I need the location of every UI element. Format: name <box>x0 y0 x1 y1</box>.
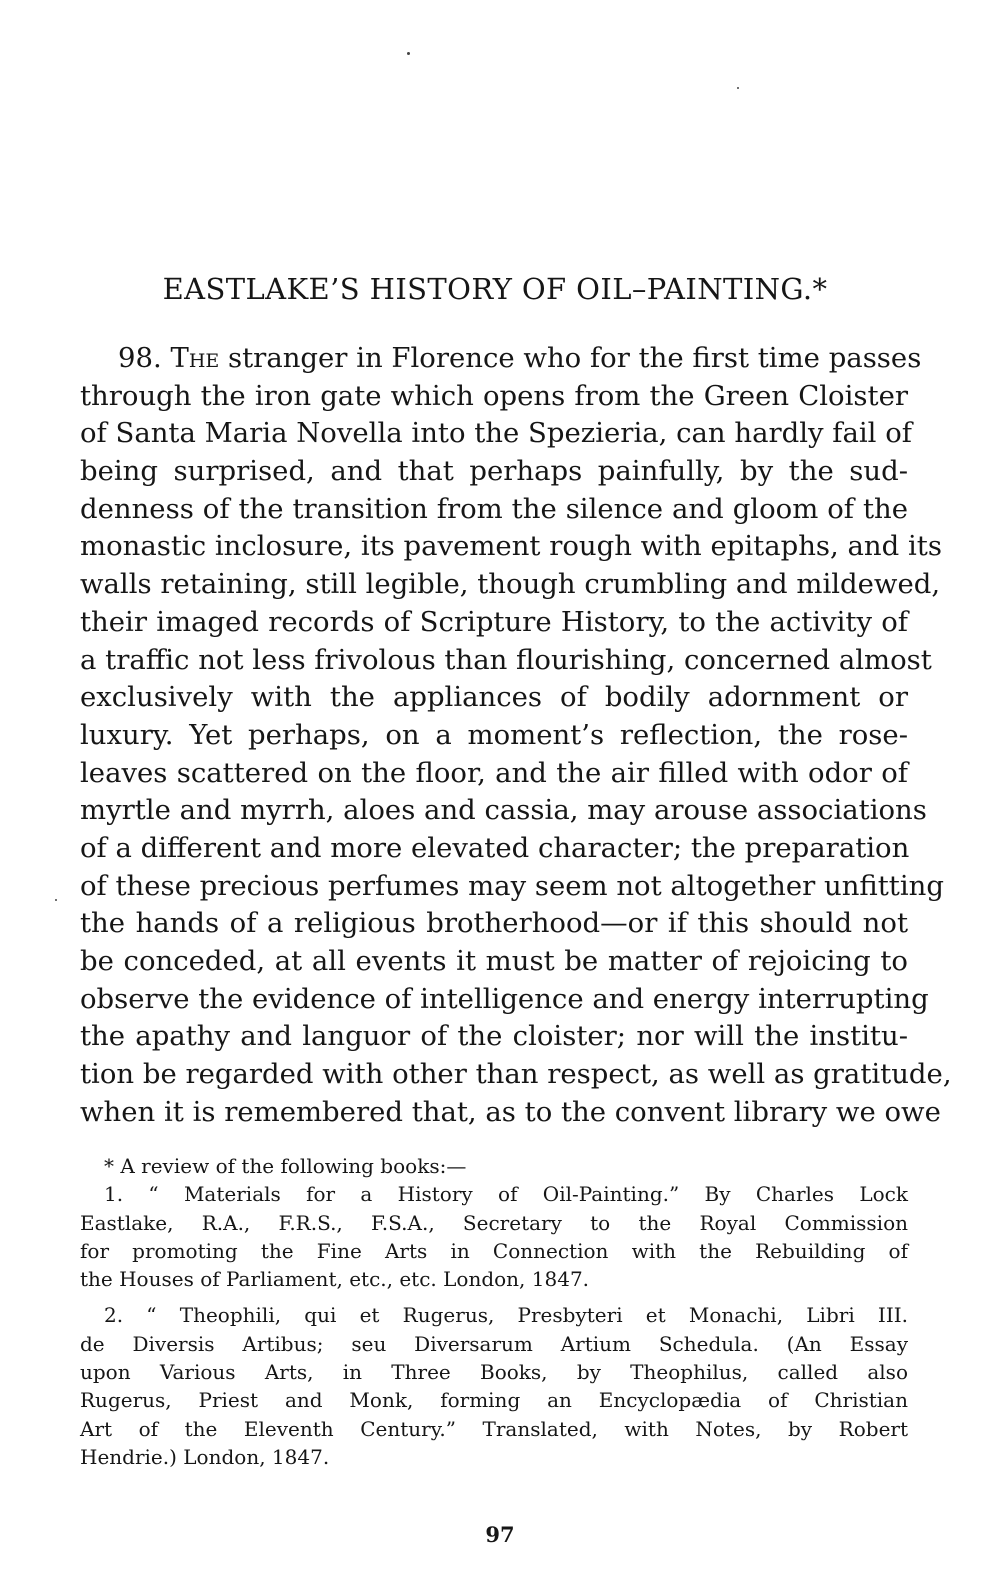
footnote-line: for promoting the Fine Arts in Connection with the Rebuilding of <box>80 1238 908 1263</box>
paragraph-line: luxury. Yet perhaps, on a moment’s reflection, the rose- <box>80 718 908 751</box>
footnote-line: 1. “ Materials for a History of Oil-Painting.” By Charles Lock <box>104 1182 908 1207</box>
paragraph-line: myrtle and myrrh, aloes and cassia, may arouse associations <box>80 794 927 827</box>
lead-word: The <box>170 342 220 374</box>
footnote-line: de Diversis Artibus; seu Diversarum Artium Schedula. (An Essay <box>80 1331 908 1356</box>
paragraph-line: the apathy and languor of the cloister; nor will the institu- <box>80 1020 908 1053</box>
paragraph-line: when it is remembered that, as to the convent library we owe <box>80 1095 941 1128</box>
scan-speck <box>407 52 410 55</box>
paragraph-line: of a different and more elevated character; the preparation <box>80 831 910 864</box>
footnote-line: Rugerus, Priest and Monk, forming an Encyclopædia of Christian <box>80 1388 908 1413</box>
footnote-line: Hendrie.) London, 1847. <box>80 1444 330 1469</box>
footnote-line: upon Various Arts, in Three Books, by Theophilus, called also <box>80 1360 908 1385</box>
paragraph-line: a traffic not less frivolous than flourishing, concerned almost <box>80 643 932 676</box>
paragraph-line: tion be regarded with other than respect, as well as gratitude, <box>80 1058 952 1091</box>
footnote-line: Art of the Eleventh Century.” Translated, with Notes, by Robert <box>80 1416 908 1441</box>
scan-speck <box>737 87 739 89</box>
paragraph-line: the hands of a religious brotherhood—or if this should not <box>80 907 908 940</box>
paragraph-line: being surprised, and that perhaps painfully, by the sud- <box>80 455 908 488</box>
paragraph-line: exclusively with the appliances of bodily adornment or <box>80 681 908 714</box>
paragraph-line: through the iron gate which opens from the Green Cloister <box>80 379 908 412</box>
paragraph-line: denness of the transition from the silence and gloom of the <box>80 492 908 525</box>
paragraph-line: be conceded, at all events it must be matter of rejoicing to <box>80 945 908 977</box>
paragraph-line-text: stranger in Florence who for the first time passes <box>219 342 922 374</box>
footnotes <box>80 1152 908 1471</box>
footnote-spacer <box>80 1293 908 1301</box>
chapter-heading: EASTLAKE’S HISTORY OF OIL–PAINTING.* <box>162 272 828 306</box>
paragraph-line: leaves scattered on the floor, and the air filled with odor of <box>80 756 908 789</box>
paragraph-line: their imaged records of Scripture History, to the activity of <box>80 605 908 638</box>
page-number: 97 <box>485 1522 515 1547</box>
body-paragraph <box>80 340 952 1131</box>
paragraph-line: monastic inclosure, its pavement rough with epitaphs, and its <box>80 530 942 563</box>
paragraph-line: walls retaining, still legible, though crumbling and mildewed, <box>80 568 941 601</box>
scan-speck <box>55 899 57 901</box>
paragraph-line: of Santa Maria Novella into the Spezieria, can hardly fail of <box>80 417 912 450</box>
paragraph-line: observe the evidence of intelligence and energy interrupting <box>80 982 929 1015</box>
footnote-intro: * A review of the following books:— <box>104 1154 467 1178</box>
footnote-line: Eastlake, R.A., F.R.S., F.S.A., Secretary to the Royal Commission <box>80 1210 908 1235</box>
footnote-line: 2. “ Theophili, qui et Rugerus, Presbyteri et Monachi, Libri III. <box>104 1303 908 1328</box>
paragraph-line <box>80 340 922 378</box>
paragraph-line: of these precious perfumes may seem not altogether unfitting <box>80 869 944 902</box>
paragraph-number: 98. <box>118 342 162 374</box>
footnote-line: the Houses of Parliament, etc., etc. London, 1847. <box>80 1267 590 1292</box>
